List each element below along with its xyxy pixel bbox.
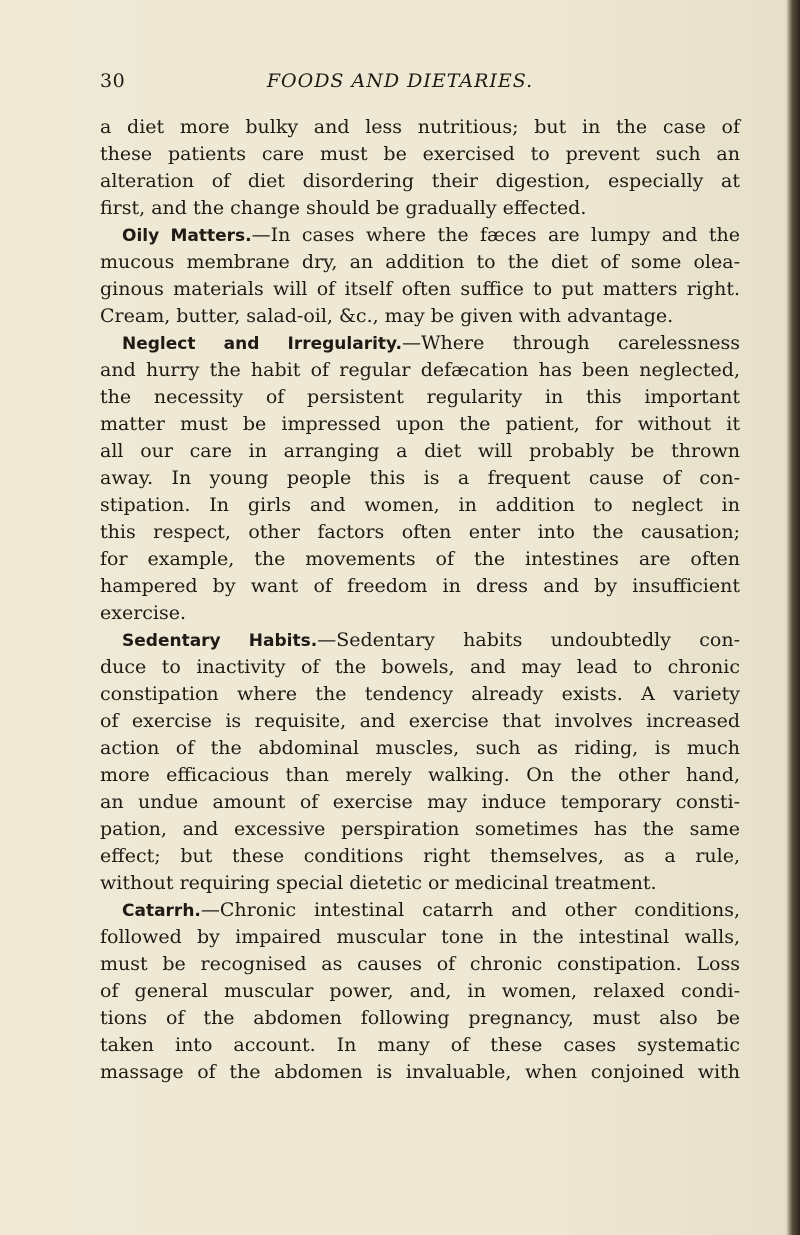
text-line	[100, 357, 740, 384]
text-line	[100, 573, 740, 600]
text-line	[100, 708, 740, 735]
side-heading: Sedentary Habits.	[122, 631, 318, 651]
page-edge-shadow	[786, 0, 800, 1235]
line-text: action of the abdominal muscles, such as riding, is much	[100, 737, 740, 759]
line-text: a diet more bulky and less nutritious; but in the case of	[100, 116, 740, 138]
text-line	[100, 951, 740, 978]
line-text: stipation. In girls and women, in addition to neglect in	[100, 494, 740, 516]
text-line	[100, 627, 740, 654]
line-text: these patients care must be exercised to prevent such an	[100, 143, 740, 165]
text-line	[100, 681, 740, 708]
line-text: of exercise is requisite, and exercise that involves increased	[100, 710, 740, 732]
line-text: must be recognised as causes of chronic constipation. Loss	[100, 953, 740, 975]
line-text: an undue amount of exercise may induce temporary consti-	[100, 791, 740, 813]
text-line	[100, 114, 740, 141]
text-line	[100, 195, 740, 222]
text-line	[100, 600, 740, 627]
line-text: —Chronic intestinal catarrh and other conditions,	[200, 899, 740, 921]
line-text: alteration of diet disordering their digestion, especially at	[100, 170, 740, 192]
line-text: and hurry the habit of regular defæcation has been neglected,	[100, 359, 740, 381]
line-text: ginous materials will of itself often suffice to put matters right.	[100, 278, 740, 300]
line-text: matter must be impressed upon the patient, for without it	[100, 413, 740, 435]
line-text: mucous membrane dry, an addition to the diet of some olea-	[100, 251, 740, 273]
line-text: —In cases where the fæces are lumpy and the	[251, 224, 740, 246]
line-text: duce to inactivity of the bowels, and may lead to chronic	[100, 656, 740, 678]
text-line	[100, 1059, 740, 1086]
text-line	[100, 1005, 740, 1032]
line-text: exercise.	[100, 602, 187, 624]
text-line	[100, 789, 740, 816]
text-line	[100, 141, 740, 168]
page-header	[0, 70, 800, 100]
side-heading: Neglect and Irregularity.	[122, 334, 403, 354]
text-line	[100, 222, 740, 249]
line-text: massage of the abdomen is invaluable, when conjoined with	[100, 1061, 740, 1083]
text-line	[100, 411, 740, 438]
line-text: Cream, butter, salad-oil, &c., may be given with advantage.	[100, 305, 674, 327]
side-heading: Oily Matters.	[122, 226, 252, 246]
line-text: tions of the abdomen following pregnancy, must also be	[100, 1007, 740, 1029]
text-line	[100, 492, 740, 519]
text-line	[100, 870, 740, 897]
line-text: —Where through carelessness	[402, 332, 740, 354]
text-line	[100, 735, 740, 762]
text-line	[100, 924, 740, 951]
text-line	[100, 843, 740, 870]
line-text: of general muscular power, and, in women, relaxed condi-	[100, 980, 740, 1002]
body-text	[100, 114, 740, 1086]
line-text: hampered by want of freedom in dress and by insufficient	[100, 575, 740, 597]
text-line	[100, 519, 740, 546]
line-text: taken into account. In many of these cases systematic	[100, 1034, 740, 1056]
text-line	[100, 654, 740, 681]
line-text: followed by impaired muscular tone in the intestinal walls,	[100, 926, 740, 948]
line-text: pation, and excessive perspiration sometimes has the same	[100, 818, 740, 840]
line-text: more efficacious than merely walking. On the other hand,	[100, 764, 740, 786]
text-line	[100, 168, 740, 195]
text-line	[100, 816, 740, 843]
line-text: —Sedentary habits undoubtedly con-	[317, 629, 740, 651]
text-line	[100, 978, 740, 1005]
text-line	[100, 303, 740, 330]
text-line	[100, 1032, 740, 1059]
line-text: effect; but these conditions right themselves, as a rule,	[100, 845, 740, 867]
line-text: away. In young people this is a frequent cause of con-	[100, 467, 740, 489]
line-text: all our care in arranging a diet will probably be thrown	[100, 440, 740, 462]
text-line	[100, 465, 740, 492]
text-line	[100, 762, 740, 789]
side-heading: Catarrh.	[122, 901, 201, 921]
text-line	[100, 897, 740, 924]
page-number: 30	[100, 70, 126, 92]
line-text: the necessity of persistent regularity in this important	[100, 386, 740, 408]
text-line	[100, 330, 740, 357]
line-text: this respect, other factors often enter into the causation;	[100, 521, 740, 543]
text-line	[100, 438, 740, 465]
text-line	[100, 546, 740, 573]
text-line	[100, 276, 740, 303]
line-text: constipation where the tendency already exists. A variety	[100, 683, 740, 705]
text-line	[100, 384, 740, 411]
running-head: FOODS AND DIETARIES.	[266, 70, 534, 92]
line-text: for example, the movements of the intestines are often	[100, 548, 740, 570]
line-text: first, and the change should be gradually effected.	[100, 197, 587, 219]
text-line	[100, 249, 740, 276]
line-text: without requiring special dietetic or medicinal treatment.	[100, 872, 657, 894]
